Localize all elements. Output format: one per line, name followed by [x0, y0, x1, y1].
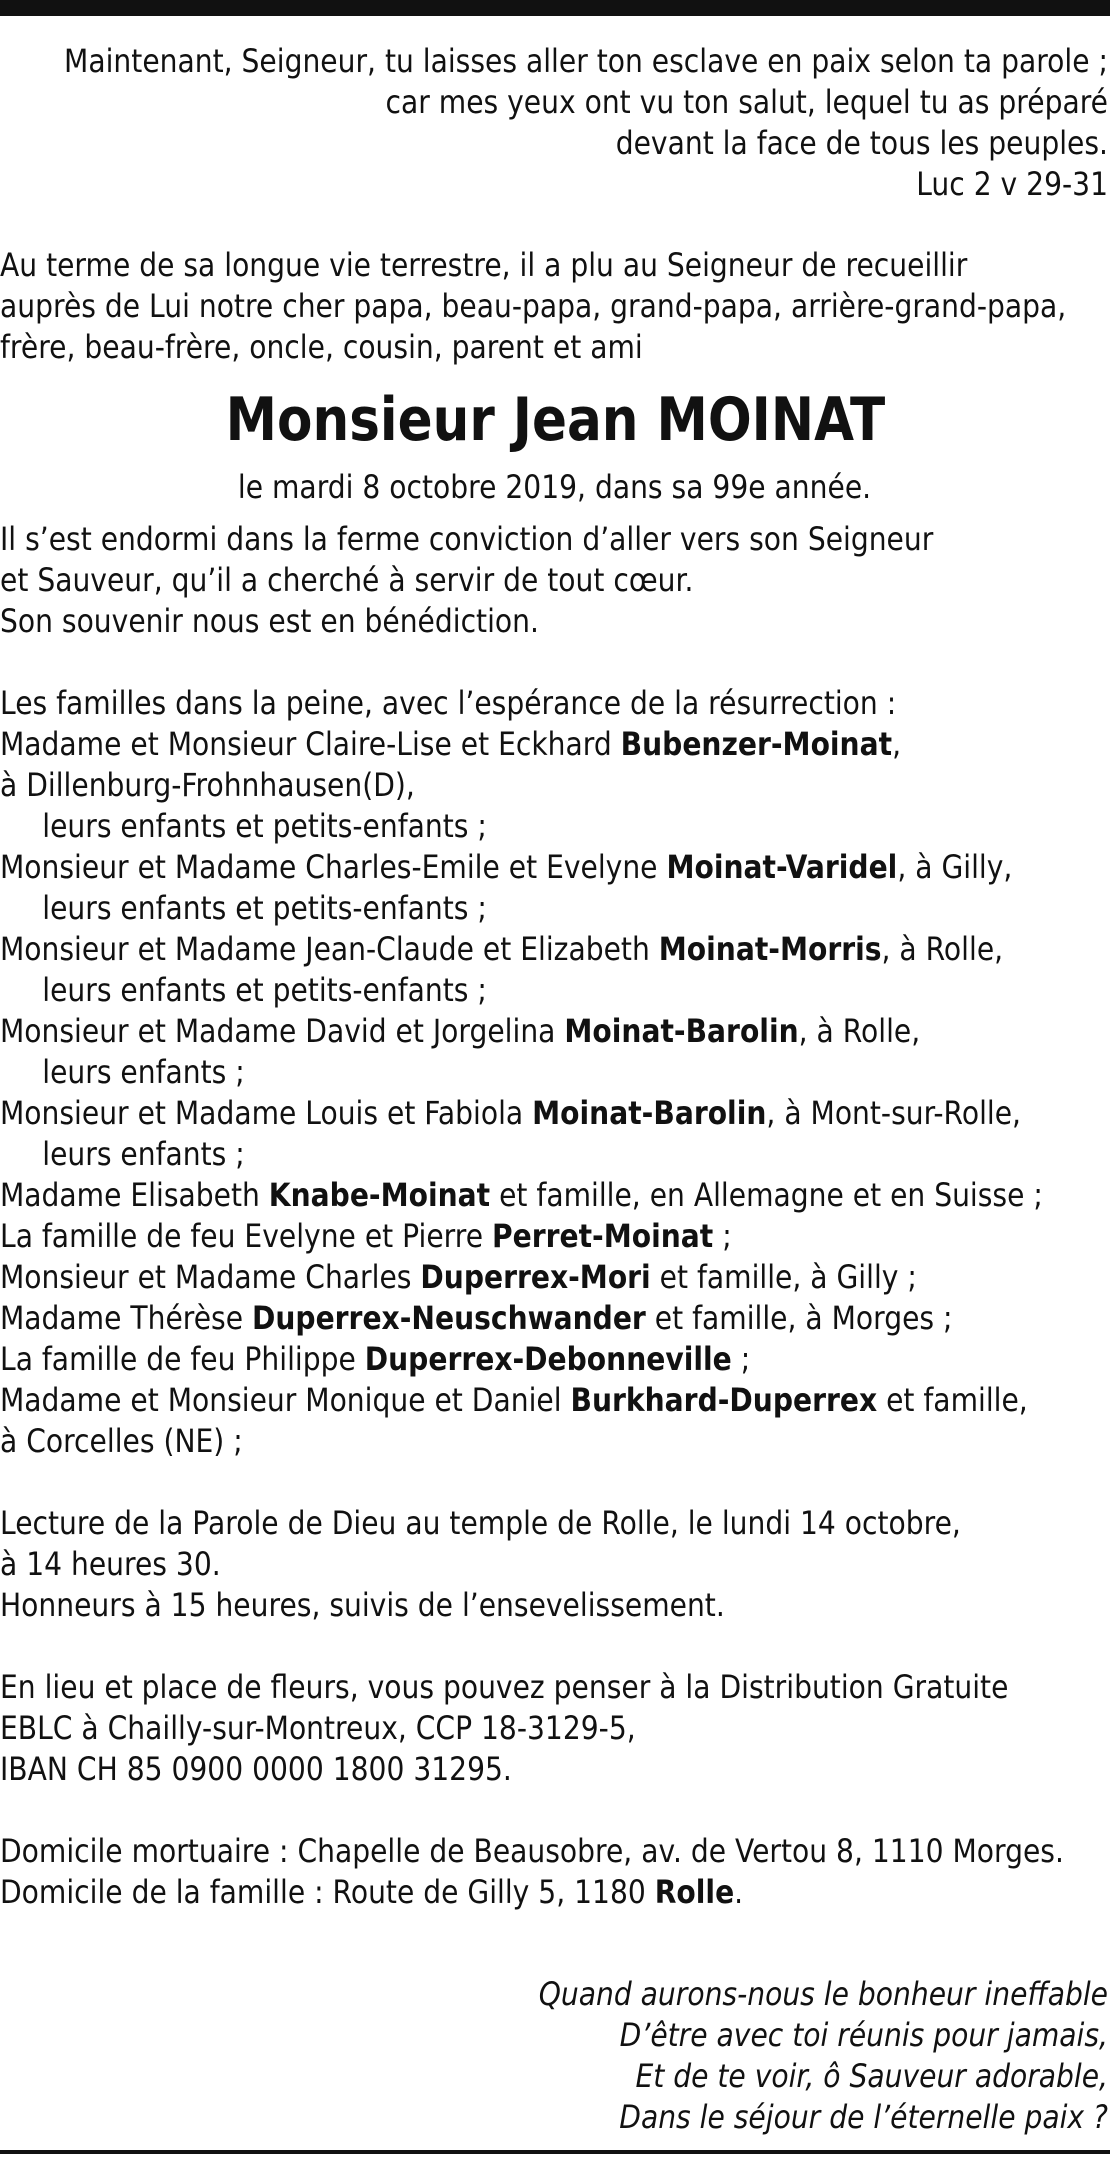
verse-reference: Luc 2 v 29-31 [916, 165, 1108, 203]
hymn-line: D’être avec toi réunis pour jamais, [619, 2016, 1108, 2054]
hymn-line: Quand aurons-nous le bonheur ineffable [538, 1975, 1108, 2013]
family-entry: Madame et Monsieur Monique et Daniel Burkhard-Duperrex et famille, [0, 1381, 1028, 1419]
verse-line: Maintenant, Seigneur, tu laisses aller ton esclave en paix selon ta parole ; [64, 42, 1108, 80]
faith-line: et Sauveur, qu’il a cherché à servir de tout cœur. [0, 561, 694, 599]
faith-line: Il s’est endormi dans la ferme conviction d’aller vers son Seigneur [0, 520, 934, 558]
families-heading: Les familles dans la peine, avec l’espérance de la résurrection : [0, 684, 897, 722]
verse-line: devant la face de tous les peuples. [615, 124, 1108, 162]
faith-line: Son souvenir nous est en bénédiction. [0, 602, 539, 640]
family-entry: leurs enfants ; [42, 1053, 245, 1091]
intro-line: auprès de Lui notre cher papa, beau-papa, grand-papa, arrière-grand-papa, [0, 287, 1067, 325]
family-entry: Madame et Monsieur Claire-Lise et Eckhard Bubenzer-Moinat, [0, 725, 902, 763]
family-entry: Madame Thérèse Duperrex-Neuschwander et famille, à Morges ; [0, 1299, 953, 1337]
donation-line: IBAN CH 85 0900 0000 1800 31295. [0, 1750, 512, 1788]
family-entry: Monsieur et Madame Louis et Fabiola Moinat-Barolin, à Mont-sur-Rolle, [0, 1094, 1022, 1132]
family-entry: Monsieur et Madame Jean-Claude et Elizabeth Moinat-Morris, à Rolle, [0, 930, 1004, 968]
service-line: Honneurs à 15 heures, suivis de l’ensevelissement. [0, 1586, 725, 1624]
service-line: Lecture de la Parole de Dieu au temple de Rolle, le lundi 14 octobre, [0, 1504, 961, 1542]
family-entry: Madame Elisabeth Knabe-Moinat et famille, en Allemagne et en Suisse ; [0, 1176, 1043, 1214]
mortuary-address: Domicile mortuaire : Chapelle de Beausobre, av. de Vertou 8, 1110 Morges. [0, 1832, 1064, 1870]
top-border-rule [0, 0, 1110, 16]
death-date-line: le mardi 8 octobre 2019, dans sa 99e année. [237, 468, 872, 506]
family-entry: leurs enfants ; [42, 1135, 245, 1173]
verse-line: car mes yeux ont vu ton salut, lequel tu as préparé [385, 83, 1108, 121]
intro-line: Au terme de sa longue vie terrestre, il a plu au Seigneur de recueillir [0, 246, 968, 284]
donation-line: EBLC à Chailly-sur-Montreux, CCP 18-3129-5, [0, 1709, 636, 1747]
family-entry: leurs enfants et petits-enfants ; [42, 971, 487, 1009]
family-entry: Monsieur et Madame Charles-Emile et Evelyne Moinat-Varidel, à Gilly, [0, 848, 1013, 886]
donation-line: En lieu et place de fleurs, vous pouvez penser à la Distribution Gratuite [0, 1668, 1009, 1706]
family-entry: La famille de feu Evelyne et Pierre Perret-Moinat ; [0, 1217, 732, 1255]
hymn-line: Et de te voir, ô Sauveur adorable, [635, 2057, 1108, 2095]
family-entry: leurs enfants et petits-enfants ; [42, 889, 487, 927]
family-entry: Monsieur et Madame David et Jorgelina Moinat-Barolin, à Rolle, [0, 1012, 921, 1050]
family-entry: Monsieur et Madame Charles Duperrex-Mori et famille, à Gilly ; [0, 1258, 917, 1296]
family-entry: à Corcelles (NE) ; [0, 1422, 243, 1460]
deceased-name: Monsieur Jean MOINAT [225, 385, 885, 455]
family-entry: leurs enfants et petits-enfants ; [42, 807, 487, 845]
family-entry: à Dillenburg-Frohnhausen(D), [0, 766, 415, 804]
service-line: à 14 heures 30. [0, 1545, 221, 1583]
intro-line: frère, beau-frère, oncle, cousin, parent et ami [0, 328, 643, 366]
hymn-line: Dans le séjour de l’éternelle paix ? [619, 2098, 1108, 2136]
family-entry: La famille de feu Philippe Duperrex-Debonneville ; [0, 1340, 751, 1378]
family-address: Domicile de la famille : Route de Gilly 5, 1180 Rolle. [0, 1873, 744, 1911]
bottom-border-rule [0, 2150, 1110, 2154]
